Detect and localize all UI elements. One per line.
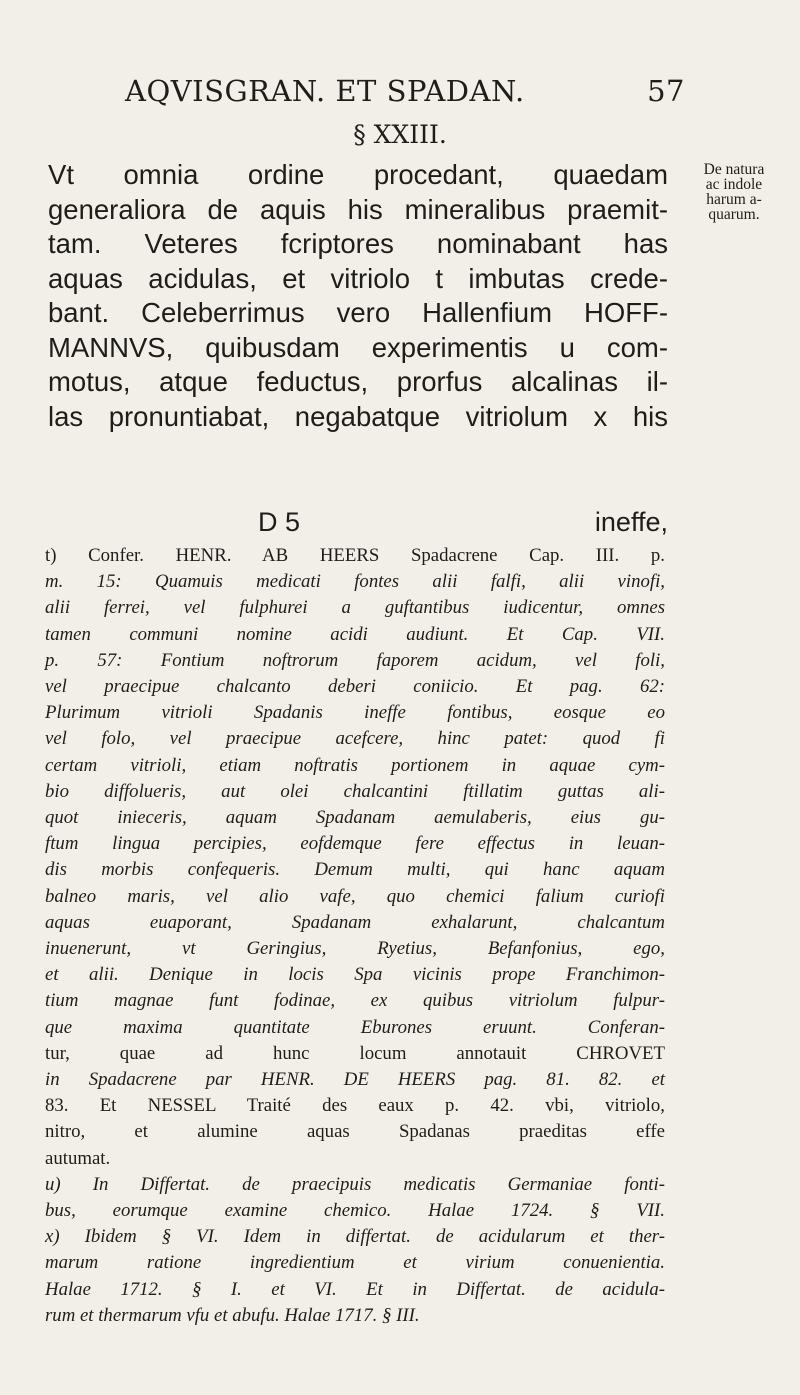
margin-note-line: quarum.	[708, 206, 760, 223]
footnote-line: vel praecipue chalcanto deberi coniicio. Et pag. 62:	[45, 676, 665, 698]
footnote-line: alii ferrei, vel fulphurei a guftantibus iudicentur, omnes	[45, 597, 665, 619]
margin-note-line: harum a-	[706, 191, 762, 208]
footnote-line: u) In Differtat. de praecipuis medicatis Germaniae fonti-	[45, 1173, 665, 1195]
footnote-line: dis morbis confequeris. Demum multi, qui hanc aquam	[45, 859, 665, 881]
footnote-line: t) Confer. HENR. AB HEERS Spadacrene Cap. III. p.	[45, 545, 665, 566]
body-line: aquas acidulas, et vitriolo t imbutas crede-	[48, 262, 668, 294]
body-line: generaliora de aquis his mineralibus praemit-	[48, 193, 668, 225]
footnote-line: m. 15: Quamuis medicati fontes alii falfi, alii vinofi,	[45, 571, 665, 593]
footnote-line: ftum lingua percipies, eofdemque fere effectus in leuan-	[45, 833, 665, 855]
footnote-line: certam vitrioli, etiam noftratis portionem in aquae cym-	[45, 754, 665, 776]
footnote-line: tamen communi nomine acidi audiunt. Et Cap. VII.	[45, 623, 665, 645]
signature-mark: D 5	[258, 507, 301, 537]
body-line: bant. Celeberrimus vero Hallenfium HOFF-	[48, 297, 668, 328]
footnote-line: in Spadacrene par HENR. DE HEERS pag. 81. 82. et	[45, 1069, 665, 1091]
footnote-line: inuenerunt, vt Geringius, Ryetius, Befanfonius, ego,	[45, 938, 665, 960]
footnote-line: 83. Et NESSEL Traité des eaux p. 42. vbi, vitriolo,	[45, 1095, 665, 1117]
footnote-line: Plurimum vitrioli Spadanis ineffe fontibus, eosque eo	[45, 702, 665, 724]
footnote-line: marum ratione ingredientium et virium conuenientia.	[45, 1252, 665, 1274]
footnote-line: x) Ibidem § VI. Idem in differtat. de acidularum et ther-	[45, 1226, 665, 1248]
body-line: Vt omnia ordine procedant, quaedam	[48, 159, 668, 190]
footnote-line: quot inieceris, aquam Spadanam aemulaberis, eius gu-	[45, 807, 665, 829]
body-line: tam. Veteres fcriptores nominabant has	[48, 228, 668, 259]
footnote-line: aquas euaporant, Spadanam exhalarunt, chalcantum	[45, 911, 665, 933]
footnote-line: balneo maris, vel alio vafe, quo chemici falium curiofi	[45, 885, 665, 907]
footnote-line: bus, eorumque examine chemico. Halae 1724. § VII.	[45, 1200, 665, 1222]
footnote-line: Halae 1712. § I. et VI. Et in Differtat. de acidula-	[45, 1278, 665, 1300]
footnote-line: tur, quae ad hunc locum annotauit CHROVET	[45, 1042, 665, 1064]
section-heading: § XXIII.	[353, 120, 447, 149]
footnote-line: vel folo, vel praecipue acefcere, hinc patet: quod fi	[45, 728, 665, 750]
running-header	[125, 74, 685, 108]
margin-note-line: De natura	[703, 161, 765, 178]
margin-note-line: ac indole	[705, 176, 763, 193]
running-title: AQVISGRAN. ET SPADAN.	[125, 74, 525, 108]
catchword: ineffe,	[594, 507, 668, 537]
footnote-line: que maxima quantitate Eburones eruunt. Conferan-	[45, 1016, 665, 1038]
body-line: MANNVS, quibusdam experimentis u com-	[48, 331, 668, 363]
page-number: 57	[647, 74, 685, 108]
footnotes	[45, 543, 665, 1329]
footnote-line: bio diffolueris, aut olei chalcantini ftillatim guttas ali-	[45, 780, 665, 802]
footnote-line: et alii. Denique in locis Spa vicinis prope Franchimon-	[45, 964, 665, 986]
main-paragraph	[48, 158, 668, 434]
body-line: motus, atque feductus, prorfus alcalinas il-	[48, 366, 668, 397]
footnote-line: nitro, et alumine aquas Spadanas praeditas effe	[45, 1121, 665, 1143]
footnote-line: p. 57: Fontium noftrorum faporem acidum, vel foli,	[45, 649, 665, 671]
footnote-line: tium magnae funt fodinae, ex quibus vitriolum fulpur-	[45, 990, 665, 1012]
footnote-line: rum et thermarum vfu et abufu. Halae 1717. § III.	[45, 1304, 420, 1326]
marginal-note	[678, 162, 790, 222]
footnote-line: autumat.	[45, 1147, 111, 1169]
body-line: las pronuntiabat, negabatque vitriolum x his	[48, 400, 668, 432]
